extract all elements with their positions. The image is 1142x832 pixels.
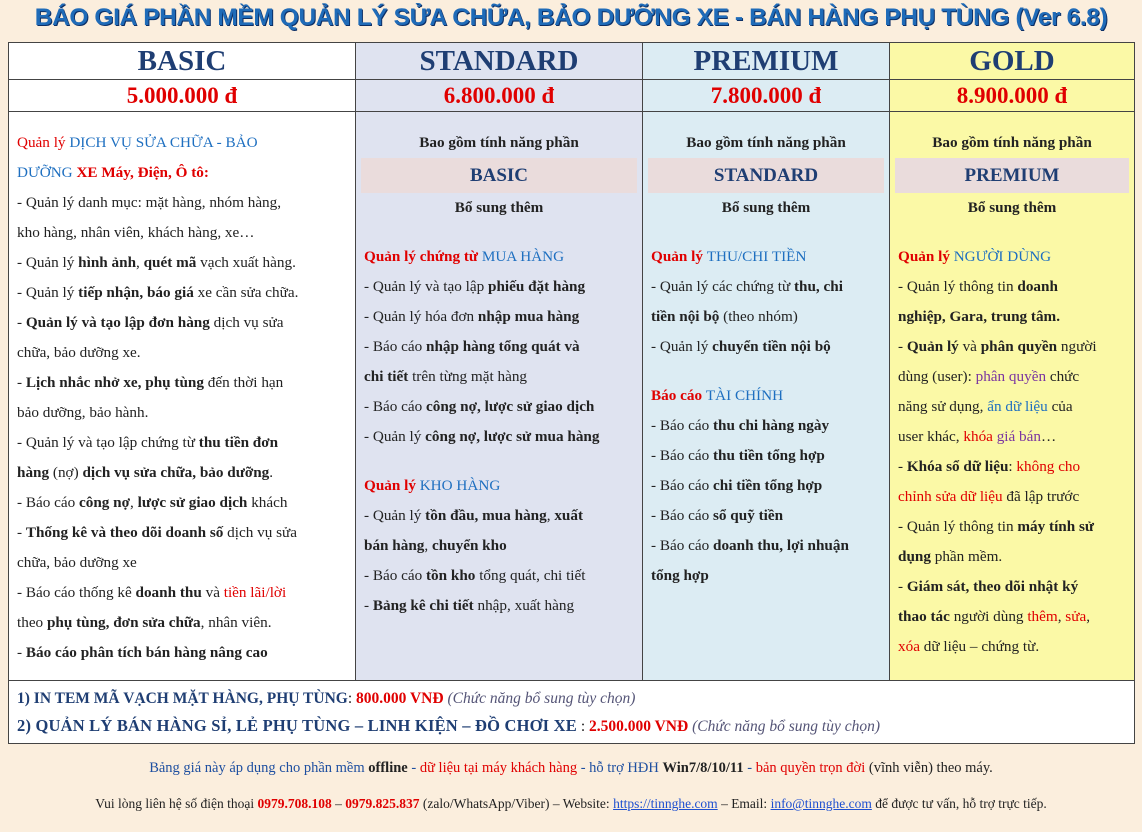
feature-line [898,602,1126,632]
footer-note-license [0,760,1142,777]
text-run: THU/CHI TIỀN [706,248,807,265]
page-title: BÁO GIÁ PHẦN MỀM QUẢN LÝ SỬA CHỮA, BẢO DƯỠNG XE - BÁN HÀNG PHỤ TÙNG (Ver 6.8) [34,4,1108,31]
text-run: - [898,338,907,355]
text-run: , nhân viên. [200,614,272,631]
feature-line [651,441,881,471]
feature-line [651,501,881,531]
text-run: phân quyền [980,338,1058,355]
feature-line [898,512,1126,542]
included-plan-band: STANDARD [648,158,884,193]
text-run: (theo nhóm) [719,308,798,325]
text-run: - Quản lý hóa đơn [364,308,478,325]
text-run: thao tác [898,608,950,625]
text-run: - Báo cáo thống kê [17,584,136,601]
text-run: offline [368,760,408,776]
plan-price-row [9,80,1135,112]
text-run: - [898,458,907,475]
feature-line [17,548,347,578]
text-run: - Báo cáo [364,567,426,584]
text-run: phiếu đặt hàng [488,278,586,295]
addons-row [9,681,1135,744]
text-run: người dùng [949,608,1028,625]
feature-line [651,332,881,362]
text-run: - [17,314,26,331]
included-plan-band: PREMIUM [895,158,1129,193]
feature-heading [17,158,347,188]
feature-line [17,638,347,668]
text-run: hàng [17,464,50,481]
text-run: lược sử giao dịch [137,494,248,511]
feature-line [898,452,1126,482]
feature-line [17,488,347,518]
text-run: tiền lãi/lời [223,584,287,601]
text-run: , [424,537,432,554]
feature-line [651,531,881,561]
text-run: xe cần sửa chữa. [193,284,299,301]
text-run: 0979.825.837 [345,796,420,811]
text-run: bản quyền trọn đời [755,760,866,776]
text-run: của [1047,398,1073,415]
feature-list-basic [17,112,347,668]
text-run: dịch vụ sửa [223,524,297,541]
plan-name-row [9,43,1135,80]
text-run: bảo dưỡng, bảo hành. [17,404,149,421]
text-run: … [1040,428,1057,445]
feature-line [364,302,634,332]
feature-line [17,518,347,548]
text-run: - Báo cáo [364,338,426,355]
text-run: tồn kho [426,567,476,584]
feature-line [17,428,347,458]
text-run: , [546,507,555,524]
text-run: phụ tùng, đơn sửa chữa [46,614,201,631]
text-run: công nợ, lược sử mua hàng [425,428,600,445]
text-run: , [1086,608,1090,625]
text-run: đã lập trước [1002,488,1080,505]
text-run: Quản lý [906,338,959,355]
feature-line [898,272,1126,302]
text-run: Quản lý [364,477,420,494]
feature-line [17,338,347,368]
spacer [364,223,634,242]
text-run: giá bán [996,428,1041,445]
text-run: ẩn dữ liệu [987,398,1048,415]
footer-link[interactable]: info@tinnghe.com [770,796,872,811]
text-run: theo [17,614,47,631]
text-run: – [331,796,346,811]
text-run: vạch xuất hàng. [196,254,296,271]
feature-line [898,422,1126,452]
text-run: tồn đầu, mua hàng [425,507,547,524]
text-run: nhập hàng tổng quát và [426,338,580,355]
text-run: - Quản lý thông tin [898,278,1018,295]
text-run: chữa, bảo dưỡng xe. [17,344,141,361]
text-run: Giám sát, theo dõi nhật ký [906,578,1079,595]
text-run: dữ liệu tại máy khách hàng [419,760,578,776]
text-run: chuyển kho [431,537,507,554]
text-run: và [201,584,224,601]
text-run: máy tính sử [1017,518,1095,535]
text-run: - Quản lý [17,254,79,271]
feature-list-premium [651,223,881,591]
feature-line [364,422,634,452]
text-run: user khác, [898,428,964,445]
text-run: Quản lý [651,248,707,265]
text-run: (vĩnh viễn) theo máy. [865,760,993,776]
feature-line [17,218,347,248]
text-run: MUA HÀNG [481,248,565,265]
features-basic [9,112,356,681]
text-run: - Quản lý [651,338,713,355]
text-run: dữ liệu – chứng từ. [919,638,1040,655]
text-run: thu, chi [793,278,843,295]
feature-line [364,272,634,302]
text-run: doanh [1017,278,1058,295]
feature-line [651,302,881,332]
text-run: - Quản lý [364,507,426,524]
text-run: trên từng mặt hàng [408,368,528,385]
addons-cell [9,681,1135,744]
text-run: nhập mua hàng [477,308,580,325]
text-run: – Email: [717,796,771,811]
text-run: phân quyền [975,368,1047,385]
text-run: Thống kê và theo dõi doanh số [25,524,224,541]
text-run: - Báo cáo [651,447,713,464]
text-run: thêm [1027,608,1058,625]
pricing-table [8,42,1135,744]
text-run: kho hàng, nhân viên, khách hàng, xe… [17,224,255,241]
feature-line [17,308,347,338]
text-run: sổ quỹ tiền [713,507,784,524]
text-run: . [269,464,274,481]
text-run: khách [247,494,288,511]
text-run: Báo cáo [651,387,706,404]
text-run: - Báo cáo [364,398,426,415]
feature-list-gold [898,223,1126,662]
feature-line [17,608,347,638]
text-run: nhập, xuất hàng [473,597,575,614]
feature-line [364,362,634,392]
included-plan-band: BASIC [361,158,637,193]
feature-line [651,561,881,591]
text-run: chữa, bảo dưỡng xe [17,554,137,571]
text-run: Quản lý [17,134,70,151]
spacer [364,452,634,471]
text-run: doanh thu, lợi nhuận [713,537,849,554]
text-run: dịch vụ sửa chữa, bảo dưỡng [82,464,270,481]
feature-line [651,471,881,501]
feature-line [898,632,1126,662]
text-run: không cho [1016,458,1081,475]
feature-line [364,471,634,501]
plan-name-gold: GOLD [890,43,1135,80]
feature-line [898,482,1126,512]
feature-line [364,332,634,362]
feature-line [898,572,1126,602]
text-run: - Quản lý và tạo lập [364,278,488,295]
text-run: tổng hợp [651,567,709,584]
text-run: - Báo cáo [651,507,713,524]
text-run: tổng quát, chi tiết [475,567,586,584]
feature-line [17,458,347,488]
text-run: Báo cáo phân tích bán hàng nâng cao [25,644,268,661]
feature-line [898,302,1126,332]
text-run: dùng (user): [898,368,976,385]
plan-price-gold: 8.900.000 đ [890,80,1135,112]
text-run: thu tiền tổng hợp [713,447,825,464]
text-run: - Quản lý [17,284,79,301]
text-run: - Báo cáo [17,494,79,511]
text-run: - Quản lý danh mục: mặt hàng, nhóm hàng, [17,194,282,211]
text-run: - [364,597,373,614]
text-run: dịch vụ sửa [209,314,284,331]
text-run: - [898,578,907,595]
feature-row [9,112,1135,681]
text-run: (zalo/WhatsApp/Viber) – Website: [419,796,614,811]
text-run: để được tư vấn, hỗ trợ trực tiếp. [871,796,1047,811]
feature-line [898,542,1126,572]
text-run: - Báo cáo [651,417,713,434]
feature-line [364,561,634,591]
text-run: chức [1046,368,1080,385]
text-run: Lịch nhắc nhở xe, phụ tùng [25,374,204,391]
feature-line [651,381,881,411]
text-run: - [17,644,26,661]
text-run: TÀI CHÍNH [705,387,784,404]
text-run: DƯỠNG [17,164,77,181]
text-run: chuyển tiền nội bộ [712,338,831,355]
plan-name-premium: PREMIUM [643,43,890,80]
text-run: Khóa sổ dữ liệu [906,458,1009,475]
addon-item: 1) IN TEM MÃ VẠCH MẶT HÀNG, PHỤ TÙNG: 800.000 VNĐ (Chức năng bổ sung tùy chọn) [17,690,636,707]
text-run: tiền nội bộ [651,308,720,325]
text-run: Win7/8/10/11 [662,760,744,776]
text-run: - [17,524,26,541]
text-run: Bảng giá này áp dụng cho phần mềm [149,760,369,776]
text-run: - [407,760,420,776]
text-run: chi tiết [364,368,409,385]
text-run: , [136,254,144,271]
text-run: , [130,494,138,511]
text-run: - Quản lý và tạo lập chứng từ [17,434,199,451]
feature-line [17,578,347,608]
text-run: - hỗ trợ HĐH [577,760,663,776]
text-run: DỊCH VỤ SỬA CHỮA - BẢO [69,134,258,151]
text-run: xóa [898,638,920,655]
text-run: hình ảnh [78,254,137,271]
feature-line [651,272,881,302]
feature-line [17,188,347,218]
feature-line [898,392,1126,422]
include-label: Bao gồm tính năng phần [932,134,1092,151]
features-standard [356,112,643,681]
extra-label: Bổ sung thêm [454,199,544,216]
extra-label: Bổ sung thêm [967,199,1057,216]
text-run: - Quản lý các chứng từ [651,278,794,295]
text-run: , [1057,608,1066,625]
footer-note-contact [0,796,1142,812]
text-run: chỉnh sửa dữ liệu [898,488,1003,505]
text-run: và [958,338,981,355]
feature-line [364,242,634,272]
text-run: công nợ [79,494,131,511]
feature-line [364,501,634,531]
text-run: : [1008,458,1017,475]
text-run: khóa [963,428,993,445]
spacer [651,223,881,242]
features-gold [890,112,1135,681]
feature-line [364,392,634,422]
text-run: tiếp nhận, báo giá [78,284,194,301]
feature-line [898,362,1126,392]
plan-price-standard: 6.800.000 đ [356,80,643,112]
text-run: KHO HÀNG [419,477,501,494]
text-run: công nợ, lược sử giao dịch [426,398,595,415]
feature-list-standard [364,223,634,621]
feature-line [898,332,1126,362]
spacer [651,362,881,381]
text-run: thu tiền đơn [198,434,279,451]
text-run: năng sử dụng, [898,398,988,415]
text-run: NGƯỜI DÙNG [953,248,1052,265]
text-run: (nợ) [49,464,83,481]
feature-heading [17,128,347,158]
plan-price-basic: 5.000.000 đ [9,80,356,112]
include-label: Bao gồm tính năng phần [419,134,579,151]
text-run: - Quản lý thông tin [898,518,1018,535]
text-run: chi tiền tổng hợp [713,477,823,494]
feature-line [898,242,1126,272]
text-run: Bảng kê chi tiết [372,597,474,614]
text-run: - [17,374,26,391]
features-premium [643,112,890,681]
feature-line [651,411,881,441]
text-run: - Báo cáo [651,537,713,554]
text-run: xuất [554,507,584,524]
text-run: đến thời hạn [203,374,284,391]
text-run: phần mềm. [930,548,1003,565]
feature-line [17,368,347,398]
text-run: bán hàng [364,537,425,554]
text-run: sửa [1065,608,1087,625]
text-run: doanh thu [135,584,202,601]
feature-line [364,531,634,561]
text-run: quét mã [143,254,197,271]
text-run: thu chi hàng ngày [713,417,830,434]
feature-line [17,398,347,428]
plan-price-premium: 7.800.000 đ [643,80,890,112]
feature-line [17,248,347,278]
spacer [898,223,1126,242]
text-run: Vui lòng liên hệ số điện thoại [95,796,258,811]
addon-item: 2) QUẢN LÝ BÁN HÀNG SỈ, LẺ PHỤ TÙNG – LINH KIỆN – ĐỒ CHƠI XE : 2.500.000 VNĐ (Chức năng bổ sung tùy chọn) [17,716,881,735]
text-run: dụng [898,548,931,565]
plan-name-standard: STANDARD [356,43,643,80]
text-run: - [743,760,756,776]
text-run: nghiệp, Gara, trung tâm. [898,308,1061,325]
plan-name-basic: BASIC [9,43,356,80]
text-run: XE Máy, Điện, Ô tô: [76,164,209,181]
text-run: - Báo cáo [651,477,713,494]
text-run: Quản lý và tạo lập đơn hàng [25,314,210,331]
footer-link[interactable]: https://tinnghe.com [613,796,718,811]
feature-line [651,242,881,272]
text-run: Quản lý [898,248,954,265]
text-run: Quản lý chứng từ [364,248,482,265]
text-run: - Quản lý [364,428,426,445]
text-run: người [1057,338,1097,355]
feature-line [17,278,347,308]
extra-label: Bổ sung thêm [721,199,811,216]
include-label: Bao gồm tính năng phần [686,134,846,151]
text-run: 0979.708.108 [257,796,332,811]
feature-line [364,591,634,621]
